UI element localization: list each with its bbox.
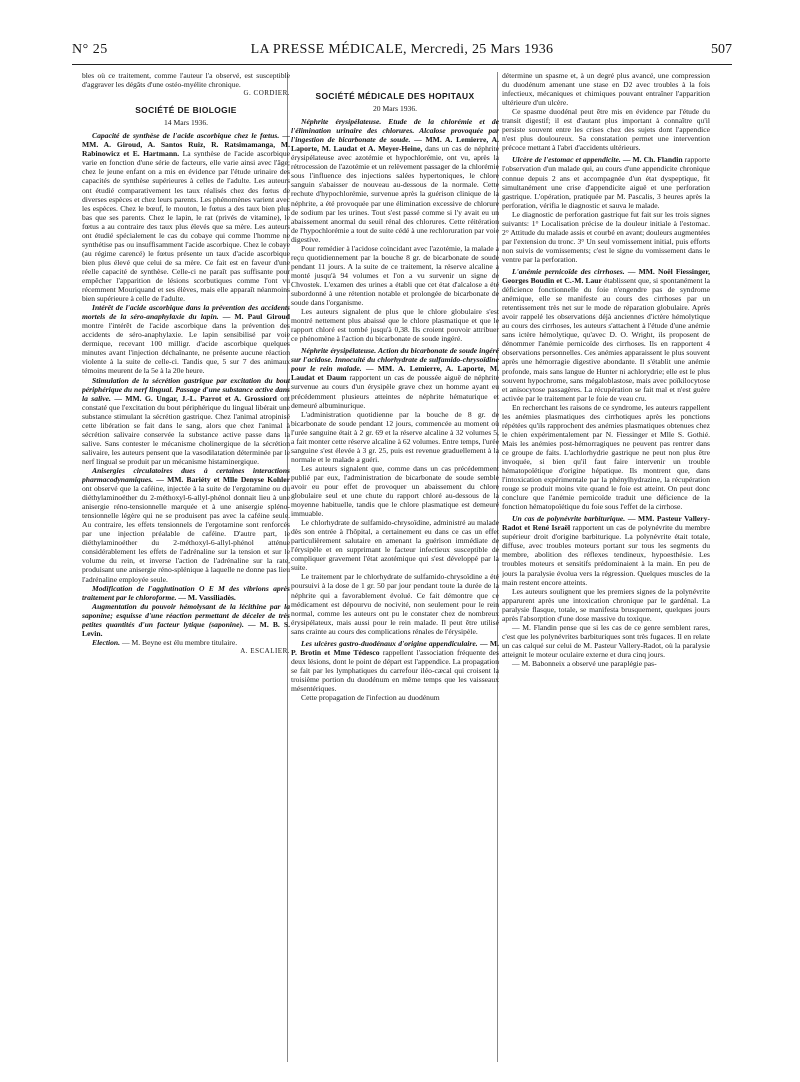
election-text: — M. Beyne est élu membre titulaire. bbox=[121, 637, 238, 647]
article-body: montre l'intérêt de l'acide ascorbique dans la prévention des accidents de séro-anaphylaxie. Le lapin sensibilisé par voie dermique, recevant 100 milligr. d'acide ascorbique quelques minutes avant l'injection déchaînante, ne présente aucune réaction violente à la suite de celle-ci. Tandis que, 5 sur 7 des animaux témoins meurent de la 5e à la 20e heure. bbox=[82, 321, 290, 376]
article-ulceres-appendiculaires bbox=[291, 639, 499, 693]
article-authors: — M. Vassiliadès. bbox=[178, 592, 236, 602]
article-authors: — MM. A. Giroud, A. Santos Ruiz, R. Ratsimamanga, M. Rabinowicz et E. Hartmann. bbox=[82, 131, 290, 159]
page-number: 507 bbox=[711, 42, 732, 57]
article-title: Ulcère de l'estomac et appendicite. bbox=[512, 155, 621, 165]
article-paragraph: Le chlorhydrate de sulfamido-chrysoïdine, administré au malade dès son entrée à l'hôpital, a certainement eu dans ce cas un effet particulièrement salutaire en amenant la guérison immédiate de l'érysipèle et en supprimant le facteur infectieux susceptible de compliquer gravement l'état azotémique qui s'est développé par la suite. bbox=[291, 518, 499, 573]
article-title: Modification de l'agglutination O E M des vibrions après traitement par le chloroforme. bbox=[82, 583, 290, 602]
article-ascorbique-anaphylaxie bbox=[82, 303, 290, 375]
article-secretion-gastrique bbox=[82, 376, 290, 466]
article-paragraph: — M. Babonneix a observé une paraplégie pas- bbox=[512, 659, 657, 668]
article-title: Néphrite érysipélateuse. Action du bicarbonate de soude ingéré sur l'acidose. Innocuité du chlorhydrate de sulfamido-chrysoïdine pour le rein malade. bbox=[291, 346, 499, 374]
article-title: Capacité de synthèse de l'acide ascorbique chez le fœtus. bbox=[92, 131, 280, 141]
article-body: rapporte l'observation d'un malade qui, au cours d'une appendicite chronique connue depuis 2 ans et accompagnée d'un état dyspeptique, fit simultanément une crise d'appendicite aiguë et une perforation gastrique. L'opération, pratiquée par M. Pascalis, 3 heures après la perforation, vérifia le diagnostic et sauva le malade. bbox=[502, 155, 710, 210]
column-1 bbox=[82, 71, 290, 1071]
article-authors: — M. Ch. Flandin bbox=[622, 155, 683, 165]
article-ascorbique-foetus bbox=[82, 131, 290, 303]
article-title: Néphrite érysipélateuse. Etude de la chlorémie et de l'élimination urinaire des chlorures. Alcalose provoquée par l'ingestion de bicarbonate de soude. bbox=[291, 117, 499, 145]
article-paragraph: Pour remédier à l'acidose coïncidant avec l'azotémie, la malade a reçu quotidiennement par la bouche 8 gr. de bicarbonate de soude pendant 11 jours. A la suite de ce traitement, la réserve alcaline a monté jusqu'à 94 volumes et l'on a vu survenir un signe de Chvostek. L'examen des urines a établi que cet état d'alcalose a été subordonné à une rétention notable et prolongée de bicarbonate de soude dans l'organisme. bbox=[291, 243, 499, 308]
article-paragraph: En recherchant les raisons de ce syndrome, les auteurs rappellent les anémies plasmatiques des cirrhotiques après les ponctions répétées qu'ils rapprochent des anémies plasmatiques obtenues chez le chien expérimentalement par N. Fiessinger et Mlle S. Gothié. Mais les anémies post-hémorragiques ne peuvent pas rentrer dans ce groupe de faits. L'achlorhydrie gastrique ne peut non plus être invoquée, si bien qu'il faut faire intervenir un trouble hématopoïétique d'origine hépatique. Ils montrent que, dans l'intoxication expérimentale par la phénylhydrazine, la récupération rouge se produit moins vite quand le foie est atteint. On peut donc conclure que l'anémie pernicoïde traduit une déficience de la fonction hématopoïétique du foie sous l'effet de la cirrhose. bbox=[502, 402, 710, 512]
issue-number: N° 25 bbox=[72, 42, 108, 57]
article-paragraph: Les auteurs signalent que, comme dans un cas précédemment publié par eux, l'administration de bicarbonate de soude semble avoir eu pour effet de provoquer un abaissement du chlore globulaire seul et une chute du rapport chloré au-dessous de la moyenne habituelle, tandis que le chlore plasmatique est demeuré immuable. bbox=[291, 463, 499, 519]
article-authors: — MM. A. Lemierre, A. Laporte, M. Laudat et Daum bbox=[291, 364, 499, 383]
election-notice bbox=[82, 638, 290, 647]
article-polynevrite bbox=[502, 514, 710, 586]
article-title: Stimulation de la sécrétion gastrique par excitation du bout périphérique du nerf lingual. Passage d'une substance active dans la salive. bbox=[82, 375, 290, 403]
article-paragraph: Les auteurs signalent de plus que le chlore globulaire s'est montré nettement plus abaissé que le chlore plasmatique et que le rapport chloré est tombé jusqu'à 0,38. Ils croient pouvoir attribuer ce phénomène à l'action du bicarbonate de soude ingéré. bbox=[291, 307, 499, 344]
section-date-hopitaux: 20 Mars 1936. bbox=[372, 104, 418, 114]
article-agglutination bbox=[82, 584, 290, 602]
article-authors: — MM. Pasteur Vallery-Radot et René Israël bbox=[502, 514, 710, 533]
page-header bbox=[72, 42, 732, 68]
article-paragraph: Le traitement par le chlorhydrate de sulfamido-chrysoïdine a été poursuivi à la dose de 1 gr. 50 par jour pendant toute la durée de la néphrite qui a favorablement évolué. Ce fait démontre que ce médicament est dépourvu de nocivité, non seulement pour le rein normal, comme les auteurs ont pu le constater chez de nombreux érysipélateux, mais aussi pour le rein malade. Il peut être utilisé sans crainte au cours des complications rénales de l'érysipèle. bbox=[291, 572, 499, 636]
article-lecithine bbox=[82, 602, 290, 638]
article-authors: — MM. Bariéty et Mlle Denyse Kohler bbox=[156, 475, 290, 485]
article-anisergies bbox=[82, 466, 290, 584]
article-anemie-pernicoide bbox=[502, 267, 710, 403]
election-label: Election. bbox=[92, 637, 121, 647]
article-title: Intérêt de l'acide ascorbique dans la prévention des accidents mortels de la séro-anaphylaxie du lapin. bbox=[82, 303, 290, 322]
article-authors: — M. P. Brotin et Mme Tédesco bbox=[291, 638, 499, 657]
article-body: dans un cas de néphrite érysipélateuse avec azotémie et hypochlorémie, ont vu, après la rétrocession de l'azotémie et un relèvement passager de la chlorémie sous l'influence des injections salées hypertoniques, le chlore sanguin s'abaisser de nouveau au-dessous de la normale. Cette rechute d'hypochlorémie, survenue après la guérison clinique de la néphrite, a été provoquée par une élimination excessive de chlorure de sodium par les urines. Tout s'est passé comme si l'y avait eu un abaissement anormal du seuil rénal des chlorures. Cette réitération de l'hypochlorémie a tout de suite cédé à une rechloruration par voie digestive. bbox=[291, 144, 499, 244]
article-body: rapportent un cas de poussée aiguë de néphrite survenue au cours d'un érysipèle grave chez un homme ayant eu précédemment plusieurs atteintes de néphrite hématurique et demeuré albuminurique. bbox=[291, 373, 499, 410]
article-title: Les ulcères gastro-duodénaux d'origine appendiculaire. bbox=[301, 638, 478, 648]
section-title-hopitaux: SOCIÉTÉ MÉDICALE DES HOPITAUX bbox=[315, 91, 475, 101]
carry-over-text: bles où ce traitement, comme l'auteur l'a observé, est susceptible d'aggraver les dégâts d'une ostéo-myélite chronique. bbox=[82, 71, 290, 90]
article-ulcere-appendicite bbox=[502, 155, 710, 209]
continued-text: détermine un spasme et, à un degré plus avancé, une compression du duodénum amenant une stase en D2 avec troubles à la fois infectieux, mécaniques et chimiques pouvant entraîner l'apparition ultérieure d'un ulcère. bbox=[502, 71, 710, 108]
article-authors: — MM. G. Ungar, J.-L. Parrot et A. Grossiord bbox=[114, 393, 277, 403]
article-body: rappellent l'association fréquente des deux lésions, dont le point de départ est l'appendice. La propagation se fait par les lymphatiques du carrefour iléo-cæcal qui croisent la troisième portion du duodénum en même temps que les vaisseaux mésentériques. bbox=[291, 647, 499, 693]
article-authors: — MM. A. Lemierre, A. Laporte, M. Laudat et A. Meyer-Heine, bbox=[291, 135, 499, 154]
article-paragraph: L'administration quotidienne par la bouche de 8 gr. de bicarbonate de soude pendant 12 jours, commencée au moment où l'urée sanguine était à 2 gr. 69 et la réserve alcaline à 32 volumes 5, a fait monter cette réserve alcaline à 62 volumes. Entre temps, l'urée sanguine s'est élevée à 3 gr. 25, puis est revenue graduellement à la normale et le malade a guéri. bbox=[291, 409, 499, 464]
article-authors: — MM. Noël Fiessinger, Georges Boudin et C.-M. Laur bbox=[502, 266, 710, 286]
journal-title: LA PRESSE MÉDICALE, Mercredi, 25 Mars 1936 bbox=[250, 42, 554, 57]
section-title-biologie: SOCIÉTÉ DE BIOLOGIE bbox=[135, 105, 237, 116]
article-nephrite-chloremie bbox=[291, 117, 499, 244]
column-3 bbox=[502, 71, 710, 1071]
article-paragraph: Ce spasme duodénal peut être mis en évidence par l'étude du transit digestif; il est d'autant plus important à connaître qu'il persiste souvent entre les crises chez des sujets dont l'appendice n'est plus douloureux. Sa constatation permet une intervention précoce mettant à l'abri d'accidents ultérieurs. bbox=[502, 107, 710, 153]
article-body: rapportent un cas de polynévrite du membre supérieur droit d'origine barbiturique. La polynévrite était totale, diffuse, avec troubles moteurs portant sur tous les segments du membre, abolition des réflexes tendineux, hypoesthésie. Les troubles moteurs et sensitifs prédominaient à la main. En peu de jours la paralysie évolua vers la régression. Quelques muscles de la main restent encore atteints. bbox=[502, 523, 710, 587]
header-rule bbox=[72, 64, 732, 65]
article-title: Un cas de polynévrite barbiturique. bbox=[512, 514, 626, 524]
article-paragraph: Le diagnostic de perforation gastrique fut fait sur les trois signes suivants: 1° Localisation précise de la douleur initiale à l'estomac. 2° Attitude du malade assis et courbé en avant; douleurs augmentées par l'extension du tronc. 3° Un seul vomissement initial, puis efforts non suivis de vomissements; c'est le signe du vomissement dans le ventre par la perforation. bbox=[502, 209, 710, 264]
article-title: L'anémie pernicoïde des cirrhoses. bbox=[512, 266, 625, 276]
section-date-biologie: 14 Mars 1936. bbox=[163, 118, 209, 128]
section-signature: A. ESCALIER. bbox=[240, 646, 290, 655]
column-2 bbox=[291, 71, 499, 1071]
article-title: Augmentation du pouvoir hémolysant de la lécithine par la saponine; esquisse d'une réaction permettant de déceler de très petites quantités d'un facteur lytique (saponine). bbox=[82, 601, 290, 629]
article-authors: — M. Paul Giroud bbox=[222, 312, 290, 322]
article-paragraph: — M. Flandin pense que si les cas de ce genre semblent rares, c'est que les polynévrites barbituriques sont très fugaces. Il en relate un cas calqué sur celui de M. Pasteur Vallery-Radot, où la paralysie atteignit le moteur oculaire externe et dura cinq jours. bbox=[502, 622, 710, 659]
article-body: ont observé que la caféine, injectée à la suite de l'ergotamine ou du diéthylaminoéther du 2-méthoxyl-6-allyl-phénol donnait lieu à une anisergie réno-tensionnelle marquée et à une anisergie spléno-tensionnelle légère qui ne se produisent pas avec la caféine seule. Au contraire, les effets tensionnels de l'ergotamine sont renforcés par une injection préalable de caféine. D'autre part, le diéthylaminoéther du 2-méthoxyl-6-allyl-phénol atténue considérablement les effets de l'adrénaline sur la tension et sur le volume du rein, et inverse l'action de l'adrénaline sur la rate, produisant une anisergie réno-splénique à laquelle ne donne pas lieu l'adrénaline employée seule. bbox=[82, 484, 290, 584]
article-paragraph: Cette propagation de l'infection au duodénum bbox=[301, 693, 440, 703]
article-body: établissent que, si spontanément la déficience fonctionnelle du foie n'engendre pas de syndrome anémique, elle se manifeste au cours des cirrhoses par un retentissement très net sur le mode de réparation globulaire. Après avoir rappelé les observations déjà anciennes d'ictère hémolytique au cours des cirrhoses, les auteurs s'attachent à l'étude d'une anémie sans ictère hémolytique, qu'avec D. O. Wright, ils proposent de dénommer l'anémie pernicoïde des cirrhoses. Ils en rapportent 4 observations personnelles. Ces anémies apparaissent le plus souvent après une hémorragie digestive abondante. Il s'établit une anémie profonde, mais sans langue de Hunter ni achlorydrie; elle est le plus souvent hypochrome, sans mégaloblastose, mais avec poïkilocytose et anisocytose passagères. La récupération se fait mal et n'est guère activée par le traitement par le foie de veau cru. bbox=[502, 276, 710, 403]
carry-over-signature: G. CORDIER. bbox=[243, 89, 290, 98]
article-nephrite-bicarbonate bbox=[291, 346, 499, 409]
article-body: La synthèse de l'acide ascorbique varie en fonction d'une série de facteurs, elle varie ainsi avec l'âge; chez le jeune enfant on a mis en évidence par l'étude urinaire des capacités de synthèse supérieures à celles de l'adulte. Les auteurs ont étudié comparativement les taux réalisés chez des fœtus de diverses espèces et chez leurs parents. Les phénomènes varient avec les espèces. Chez le bœuf, le mouton, le fœtus a des taux bien plus bas que ses parents. Chez le lapin, le rat (privés de vitamine), le fœtus a au contraire des taux plus élevés que sa mère. Les auteurs ont étudié spécialement le cas du cobaye qui comme l'homme ne synthétise pas ou insuffisamment l'acide ascorbique. Chez le cobaye (au régime carencé) le fœtus présente un taux d'acide ascorbique bien plus élevé que celui de sa mère. Ce fait est en faveur d'une réelle capacité de synthèse. Celle-ci ne paraît pas suffisante pour empêcher l'apparition de lésions scorbutiques comme l'ont vu récemment Mouriquand et ses élèves, mais elle apparaît néanmoins bien supérieure à celle de l'adulte. bbox=[82, 149, 290, 304]
article-authors: — M. B. S. Levin. bbox=[82, 619, 290, 638]
article-title: Anisergies circulatoires dues à certaines interactions pharmacodynamiques. bbox=[82, 465, 290, 485]
article-paragraph: Les auteurs soulignent que les premiers signes de la polynévrite apparurent après une intoxication chronique par le gardénal. La paralysie flasque, totale, se manifesta brusquement, quelques jours après l'absorption d'une dose massive du toxique. bbox=[502, 586, 710, 623]
article-body: ont constaté que l'excitation du bout périphérique du lingual libérait une substance stimulant la sécrétion gastrique. Chez l'animal atropinisé cette libération se fait dans le sang, alors que chez l'animal à sécrétion salivaire conservée la substance active passe dans la salive. Sans contester le mécanisme cholinergique de la sécrétion salivaire, les auteurs pensent que la vasodilatation déterminée par le nerf lingual se produit par un mécanisme histaminergique. bbox=[82, 393, 290, 466]
